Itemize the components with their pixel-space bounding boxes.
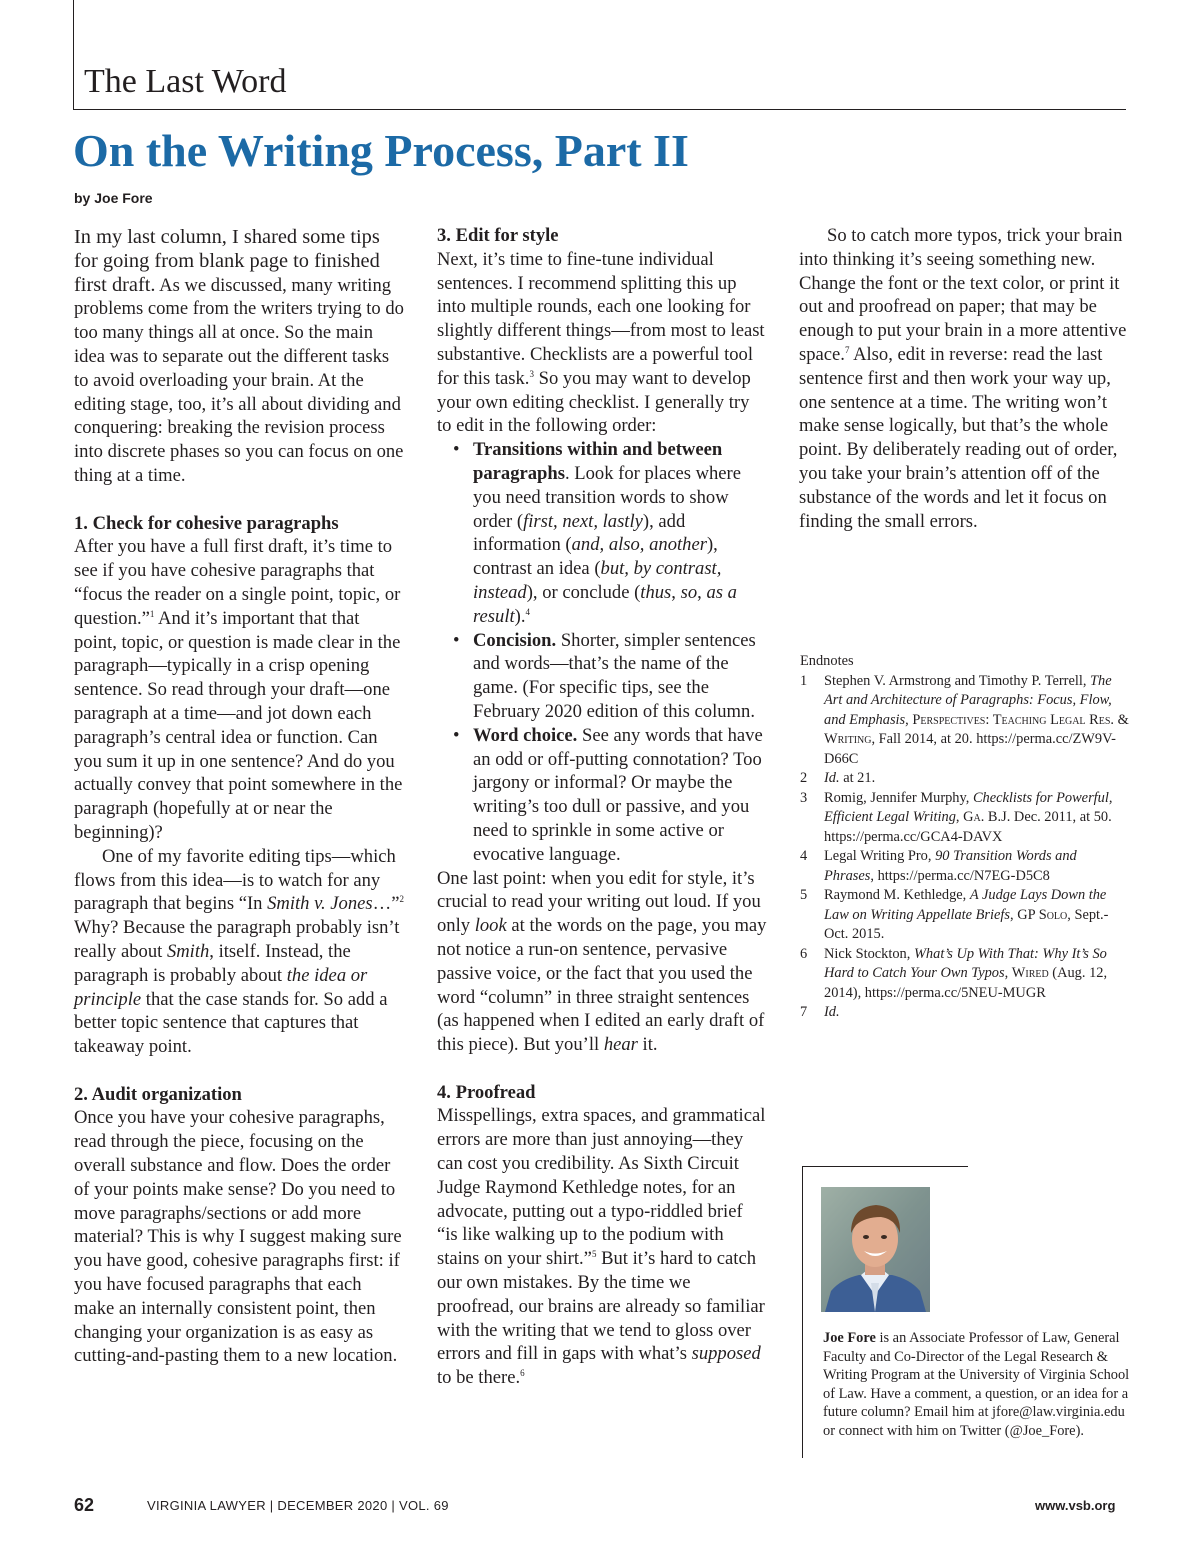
byline: by Joe Fore	[74, 190, 153, 206]
endnotes-heading: Endnotes	[800, 653, 854, 669]
style-checklist	[437, 438, 767, 866]
author-photo	[821, 1187, 930, 1312]
paragraph: Misspellings, extra spaces, and grammatical errors are more than just annoying—they can cost you credibility. As Sixth Circuit Judge Raymond Kethledge notes, for an advocate, putting out a typo-riddled brief “is like walking up to the podium with stains on your shirt.”$^5$ But it’s hard to catch our own mistakes. By the time we proofread, our brains are already so familiar with the writing that we tend to gloss over errors and fill in gaps with what’s supposed to be there.$^6$	[437, 1105, 766, 1389]
footnote-ref[interactable]: 4	[525, 606, 531, 617]
column-2	[437, 224, 767, 1390]
section-heading-3: 3. Edit for style	[437, 225, 559, 246]
publication-info: VIRGINIA LAWYER | DECEMBER 2020 | VOL. 69	[147, 1498, 449, 1513]
paragraph: So to catch more typos, trick your brain into thinking it’s seeing something new. Change the font or the text color, or print it out and proofread on paper; that may be enough to put your brain in a more attentive space.$^7$ Also, edit in reverse: read the last sentence first and then work your way up, one sentence at a time. The writing won’t make sense logically, but that’s the whole point. By deliberately reading out of order, you take your brain’s attention off of the substance of the words and let it focus on finding the small errors.	[799, 225, 1127, 532]
paragraph: Once you have your cohesive paragraphs, read through the piece, focusing on the overall substance and flow. Does the order of your points make sense? Do you need to move paragraphs/sections or add more material? This is why I suggest making sure you have good, cohesive paragraphs first: if you have focused paragraphs that each make an internally consistent point, then changing your organization is as easy as cutting-and-pasting them to a new location.	[74, 1107, 402, 1367]
paragraph: After you have a full first draft, it’s time to see if you have cohesive paragraphs that “focus the reader on a single point, topic, or question.”$^1$ And it’s important that that point, topic, or question is made clear in the paragraph—typically in a crisp opening sentence. So read through your draft—one paragraph at a time—and jot down each paragraph’s central idea or function. Can you sum it up in one sentence? And do you actually convey that point somewhere in the paragraph (hopefully at or near the beginning)?	[74, 536, 403, 843]
section-heading-2: 2. Audit organization	[74, 1083, 242, 1105]
paragraph: Next, it’s time to fine-tune individual sentences. I recommend splitting this up into multiple rounds, each one looking for slightly different things—from most to least substantive. Checklists are a powerful tool for this task.$^3$ So you may want to develop your own editing checklist. I generally try to edit in the following order:	[437, 248, 765, 437]
paragraph: One last point: when you edit for style, it’s crucial to read your writing out loud. If you only look at the words on the page, you may not notice a run-on sentence, pervasive passive voice, or the fact that you used the word “column” in three straight sentences (as happened when I edited an early draft of this piece). But you’ll hear it.	[437, 867, 767, 1056]
endnote-item: 2 Id. at 21.	[800, 770, 876, 786]
header-rule-horizontal	[73, 109, 1126, 110]
list-item: • Word choice. See any words that have an odd or off-putting connotation? Too jargony or informal? Or maybe the writing’s too dull or passive, and you need to sprinkle in some active or evocative language.	[453, 724, 763, 865]
list-item: • Concision. Shorter, simpler sentences and words—that’s the name of the game. (For specific tips, see the February 2020 edition of this column.	[453, 629, 756, 722]
intro-paragraph: In my last column, I shared some tips for going from blank page to finished first draft. As we discussed, many writing problems come from the writers trying to do too many things all at once. So the main idea was to separate out the different tasks to avoid overloading your brain. At the editing stage, too, it’s all about dividing and conquering: breaking the revision process into discrete phases so you can focus on one thing at a time.	[74, 226, 404, 486]
column-1	[74, 226, 404, 1368]
column-3	[799, 224, 1129, 533]
section-heading-1: 1. Check for cohesive paragraphs	[74, 512, 339, 534]
bio-rule-vertical	[802, 1166, 803, 1458]
page-number: 62	[74, 1495, 95, 1515]
author-name: Joe Fore	[823, 1330, 876, 1346]
section-heading-4: 4. Proofread	[437, 1081, 536, 1103]
footnote-ref[interactable]: 7	[844, 344, 850, 355]
list-item: • Transitions within and between paragraphs. Look for places where you need transition words to show order (first, next, lastly), add information (and, also, another), contrast an idea (but, by contrast, instead), or conclude (thus, so, as a result).$^4$	[453, 439, 742, 627]
bullet-icon: •	[453, 629, 460, 651]
footnote-ref[interactable]: 1	[149, 608, 155, 619]
footnote-ref[interactable]: 6	[520, 1368, 525, 1379]
endnote-item: 4 Legal Writing Pro, 90 Transition Words and Phrases, https://perma.cc/N7EG-D5C8	[800, 848, 1077, 884]
footnote-ref[interactable]: 5	[591, 1249, 597, 1260]
endnote-item: 1 Stephen V. Armstrong and Timothy P. Terrell, The Art and Architecture of Paragraphs: Focus, Flow, and Emphasis, Perspectives: Teaching Legal Res. & Writing, Fall 2014, at 20. https://perma.cc/ZW9V-D66C	[800, 672, 1129, 767]
endnotes	[800, 652, 1130, 1023]
endnote-item: 5 Raymond M. Kethledge, A Judge Lays Down the Law on Writing Appellate Briefs, GP Solo, Sept.-Oct. 2015.	[800, 887, 1109, 942]
section-label: The Last Word	[84, 63, 287, 100]
header-rule-vertical	[73, 0, 74, 110]
endnote-item: 7 Id.	[800, 1004, 840, 1020]
website-link[interactable]: www.vsb.org	[1035, 1498, 1116, 1513]
author-bio: Joe Fore is an Associate Professor of Law, General Faculty and Co-Director of the Legal Research & Writing Program at the University of Virginia School of Law. Have a comment, a question, or an idea for a future column? Email him at jfore@law.virginia.edu or connect with him on Twitter (@Joe_Fore).	[823, 1330, 1130, 1439]
article-title: On the Writing Process, Part II	[73, 125, 689, 176]
bullet-icon: •	[453, 724, 460, 746]
endnote-item: 6 Nick Stockton, What’s Up With That: Why It’s So Hard to Catch Your Own Typos, Wired (Aug. 12, 2014), https://perma.cc/5NEU-MUGR	[800, 945, 1108, 1001]
intro-lead: In my last column, I shared some tips for going from blank page to finished first draft.	[74, 226, 380, 296]
endnote-item: 3 Romig, Jennifer Murphy, Checklists for Powerful, Efficient Legal Writing, Ga. B.J. Dec. 2011, at 50. https://perma.cc/GCA4-DAVX	[800, 789, 1113, 845]
paragraph: One of my favorite editing tips—which flows from this idea—is to watch for any paragraph that begins “In Smith v. Jones…”$^2$ Why? Because the paragraph probably isn’t really about Smith, itself. Instead, the paragraph is probably about the idea or principle that the case stands for. So add a better topic sentence that captures that takeaway point.	[74, 845, 404, 1058]
page-footer	[0, 1494, 1200, 1518]
bullet-icon: •	[453, 439, 460, 461]
bio-rule-horizontal	[802, 1166, 968, 1167]
footnote-ref[interactable]: 2	[399, 894, 404, 905]
footnote-ref[interactable]: 3	[529, 368, 534, 379]
